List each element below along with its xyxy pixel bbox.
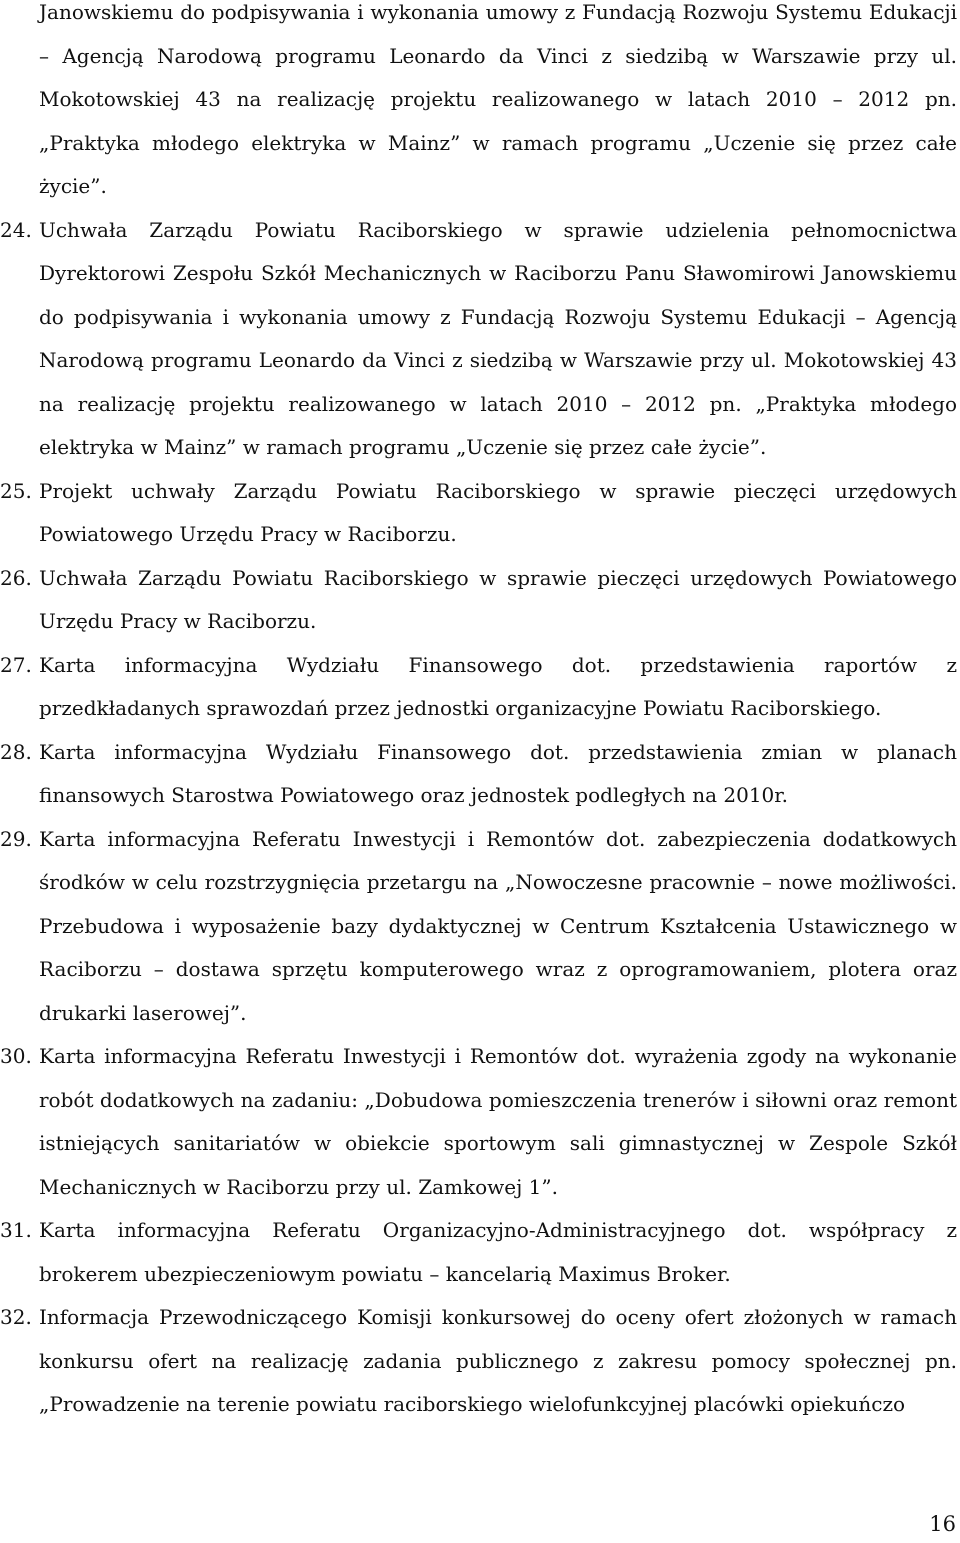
list-item-30 — [0, 1035, 960, 1209]
list-item-number: 24. — [0, 217, 32, 242]
list-item-29 — [0, 818, 960, 1036]
list-item-number: 31. — [0, 1218, 32, 1242]
list-item-number: 30. — [0, 1044, 32, 1068]
list-item-text: Uchwała Zarządu Powiatu Raciborskiego w sprawie udzielenia pełnomocnictwa Dyrektorowi Zespołu Szkół Mechanicznych w Raciborzu Panu Sławomirowi Janowskiemu do podpisywania i wykonania umowy z Fundacją Rozwoju Systemu Edukacji – Agencją Narodową programu Leonardo da Vinci z siedzibą w Warszawie przy ul. Mokotowskiej 43 na realizację projektu realizowanego w latach 2010 – 2012 pn. „Praktyka młodego elektryka w Mainz” w ramach programu „Uczenie się przez całe życie”. — [39, 217, 957, 459]
list-item-31 — [0, 1209, 960, 1296]
list-item-text: Karta informacyjna Wydziału Finansowego dot. przedstawienia zmian w planach finansowych Starostwa Powiatowego oraz jednostek podległych na 2010r. — [39, 739, 957, 807]
list-item-text: Projekt uchwały Zarządu Powiatu Raciborskiego w sprawie pieczęci urzędowych Powiatowego Urzędu Pracy w Raciborzu. — [39, 478, 957, 546]
list-item-text: Uchwała Zarządu Powiatu Raciborskiego w sprawie pieczęci urzędowych Powiatowego Urzędu Pracy w Raciborzu. — [39, 565, 957, 633]
list-item-text: Informacja Przewodniczącego Komisji konkursowej do oceny ofert złożonych w ramach konkursu ofert na realizację zadania publicznego z zakresu pomocy społecznej pn. „Prowadzenie na terenie powiatu raciborskiego wielofunkcyjnej placówki opiekuńczo — [39, 1305, 957, 1416]
list-item-25 — [0, 470, 960, 557]
list-item-number: 32. — [0, 1305, 32, 1329]
list-item-27 — [0, 644, 960, 731]
list-item-32 — [0, 1296, 960, 1427]
list-item-number: 28. — [0, 739, 32, 764]
list-item-text: Karta informacyjna Referatu Inwestycji i Remontów dot. wyrażenia zgody na wykonanie robót dodatkowych na zadaniu: „Dobudowa pomieszczenia trenerów i siłowni oraz remont istniejących sanitariatów w obiekcie sportowym sali gimnastycznej w Zespole Szkół Mechanicznych w Raciborzu przy ul. Zamkowej 1”. — [39, 1044, 957, 1199]
list-item-number: 26. — [0, 565, 32, 590]
continuation-paragraph — [0, 0, 960, 209]
continuation-text: Janowskiemu do podpisywania i wykonania umowy z Fundacją Rozwoju Systemu Edukacji – Agencją Narodową programu Leonardo da Vinci z siedzibą w Warszawie przy ul. Mokotowskiej 43 na realizację projektu realizowanego w latach 2010 – 2012 pn. „Praktyka młodego elektryka w Mainz” w ramach programu „Uczenie się przez całe życie”. — [39, 0, 957, 198]
page-number: 16 — [929, 1512, 956, 1536]
list-item-number: 25. — [0, 478, 32, 503]
list-item-28 — [0, 731, 960, 818]
list-item-26 — [0, 557, 960, 644]
list-item-number: 27. — [0, 652, 32, 677]
list-item-text: Karta informacyjna Wydziału Finansowego dot. przedstawienia raportów z przedkładanych sprawozdań przez jednostki organizacyjne Powiatu Raciborskiego. — [39, 652, 957, 720]
list-item-text: Karta informacyjna Referatu Inwestycji i Remontów dot. zabezpieczenia dodatkowych środków w celu rozstrzygnięcia przetargu na „Nowoczesne pracownie – nowe możliwości. Przebudowa i wyposażenie bazy dydaktycznej w Centrum Kształcenia Ustawicznego w Raciborzu – dostawa sprzętu komputerowego wraz z oprogramowaniem, plotera oraz drukarki laserowej”. — [39, 826, 957, 1025]
list-item-text: Karta informacyjna Referatu Organizacyjno-Administracyjnego dot. współpracy z brokerem ubezpieczeniowym powiatu – kancelarią Maximus Broker. — [39, 1218, 957, 1286]
list-item-24 — [0, 209, 960, 470]
list-item-number: 29. — [0, 826, 32, 851]
